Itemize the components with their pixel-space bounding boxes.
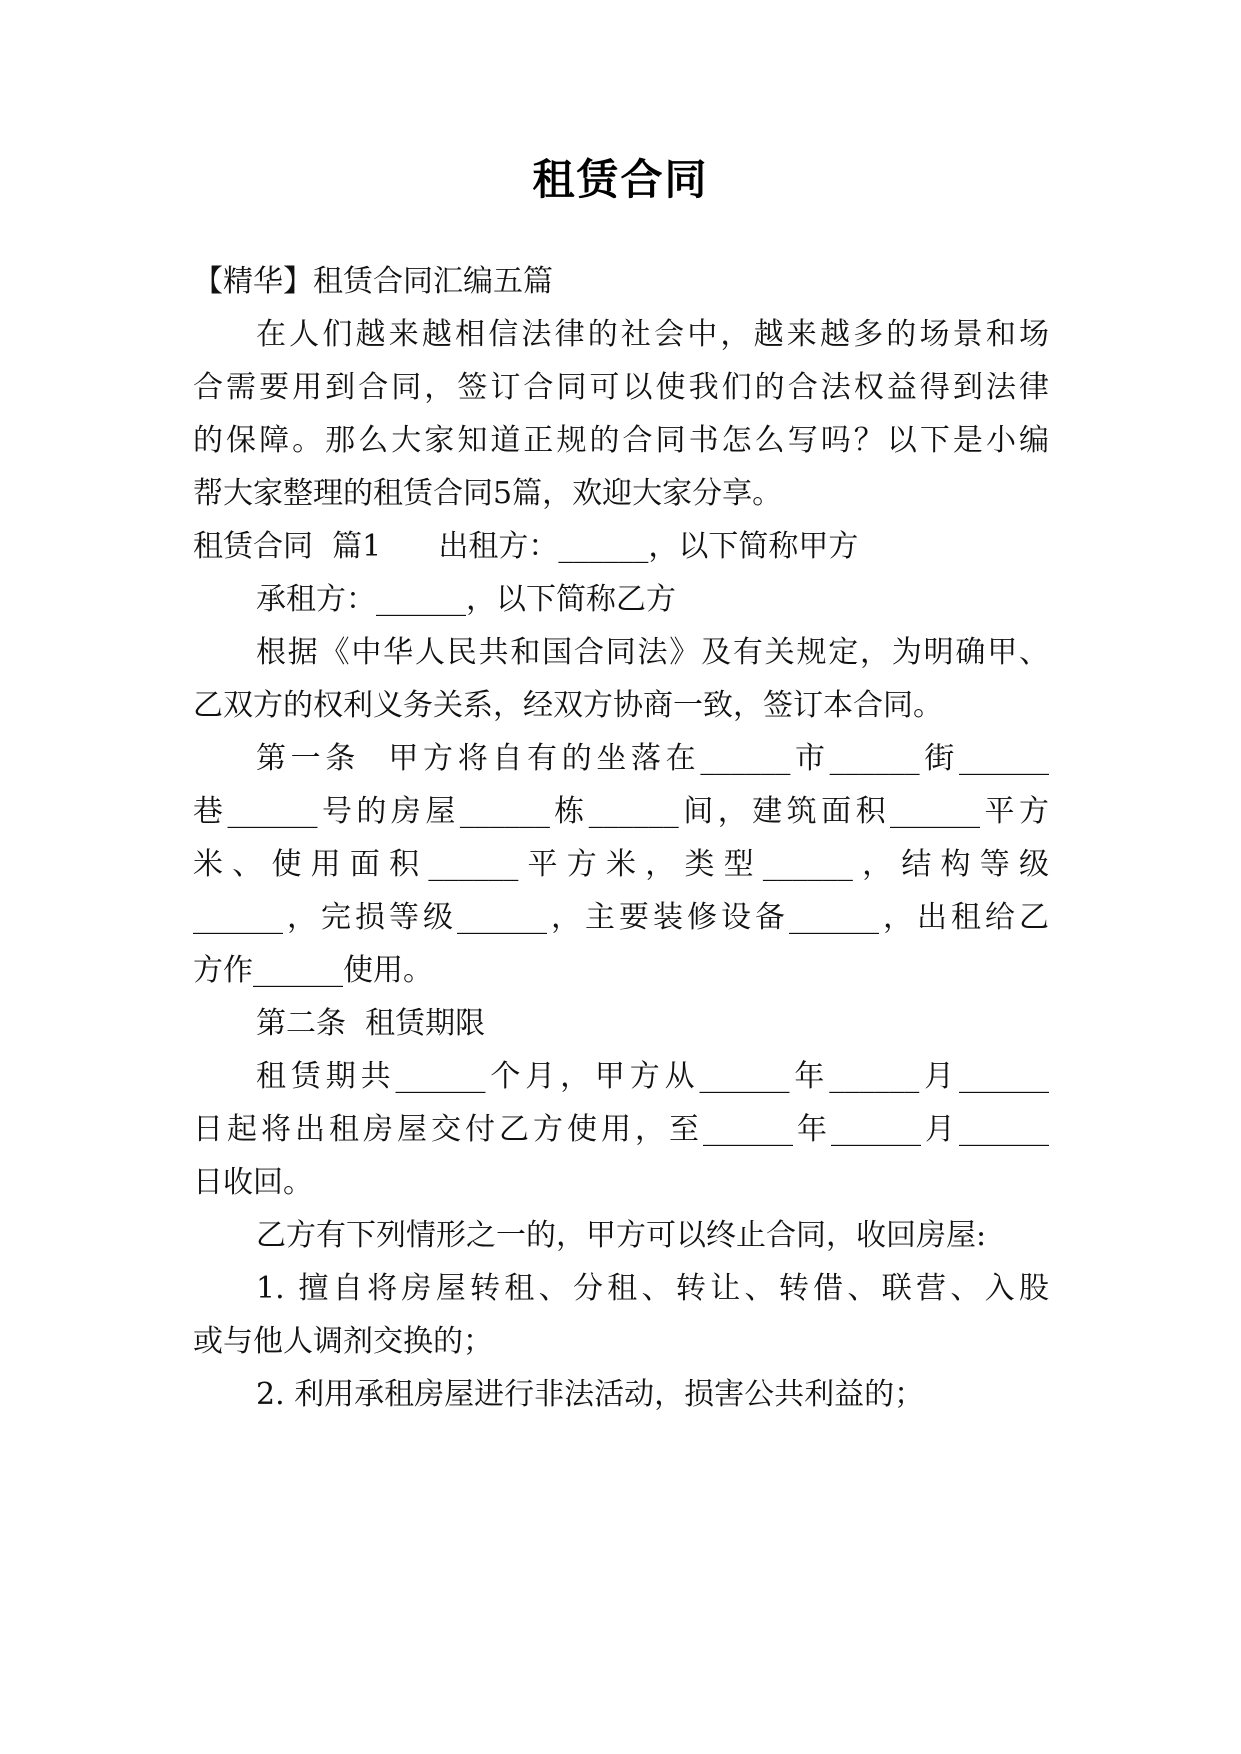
list-item-line: 或与他人调剂交换的； (193, 1324, 493, 1359)
paragraph-line: 帮大家整理的租赁合同5篇，欢迎大家分享。 (193, 476, 783, 511)
clause-line: 巷______号的房屋______栋______间，建筑面积______平方 (193, 794, 1049, 829)
paragraph-line: 的保障。那么大家知道正规的合同书怎么写吗？以下是小编 (193, 423, 1049, 458)
section-heading-line: 租赁合同 篇1 出租方：______，以下简称甲方 (193, 529, 859, 564)
paragraph-line: 乙双方的权利义务关系，经双方协商一致，签订本合同。 (193, 688, 943, 723)
paragraph-line: 合需要用到合同，签订合同可以使我们的合法权益得到法律 (193, 370, 1049, 405)
clause-line: 租赁期共______个月，甲方从______年______月______ (256, 1059, 1049, 1094)
clause-line: 第一条 甲方将自有的坐落在______市______街______ (256, 741, 1049, 776)
list-item-line: 2. 利用承租房屋进行非法活动，损害公共利益的； (256, 1377, 925, 1412)
document-title: 租赁合同 (532, 155, 709, 204)
clause-line: 乙方有下列情形之一的，甲方可以终止合同，收回房屋: (256, 1218, 987, 1253)
list-item-line: 1. 擅自将房屋转租、分租、转让、转借、联营、入股 (256, 1271, 1049, 1306)
paragraph-line: 承租方：______，以下简称乙方 (256, 582, 676, 617)
clause-line: 米、使用面积______平方米，类型______，结构等级 (193, 847, 1049, 882)
clause-line: 日起将出租房屋交付乙方使用，至______年______月______ (193, 1112, 1049, 1147)
document-subtitle: 【精华】租赁合同汇编五篇 (193, 264, 553, 299)
clause-line: ______，完损等级______，主要装修设备______，出租给乙 (193, 900, 1049, 935)
paragraph-line: 在人们越来越相信法律的社会中，越来越多的场景和场 (256, 317, 1049, 352)
paragraph-line: 根据《中华人民共和国合同法》及有关规定，为明确甲、 (256, 635, 1049, 670)
clause-line: 方作______使用。 (193, 953, 433, 988)
clause-heading: 第二条 租赁期限 (256, 1006, 486, 1041)
clause-line: 日收回。 (193, 1165, 313, 1200)
